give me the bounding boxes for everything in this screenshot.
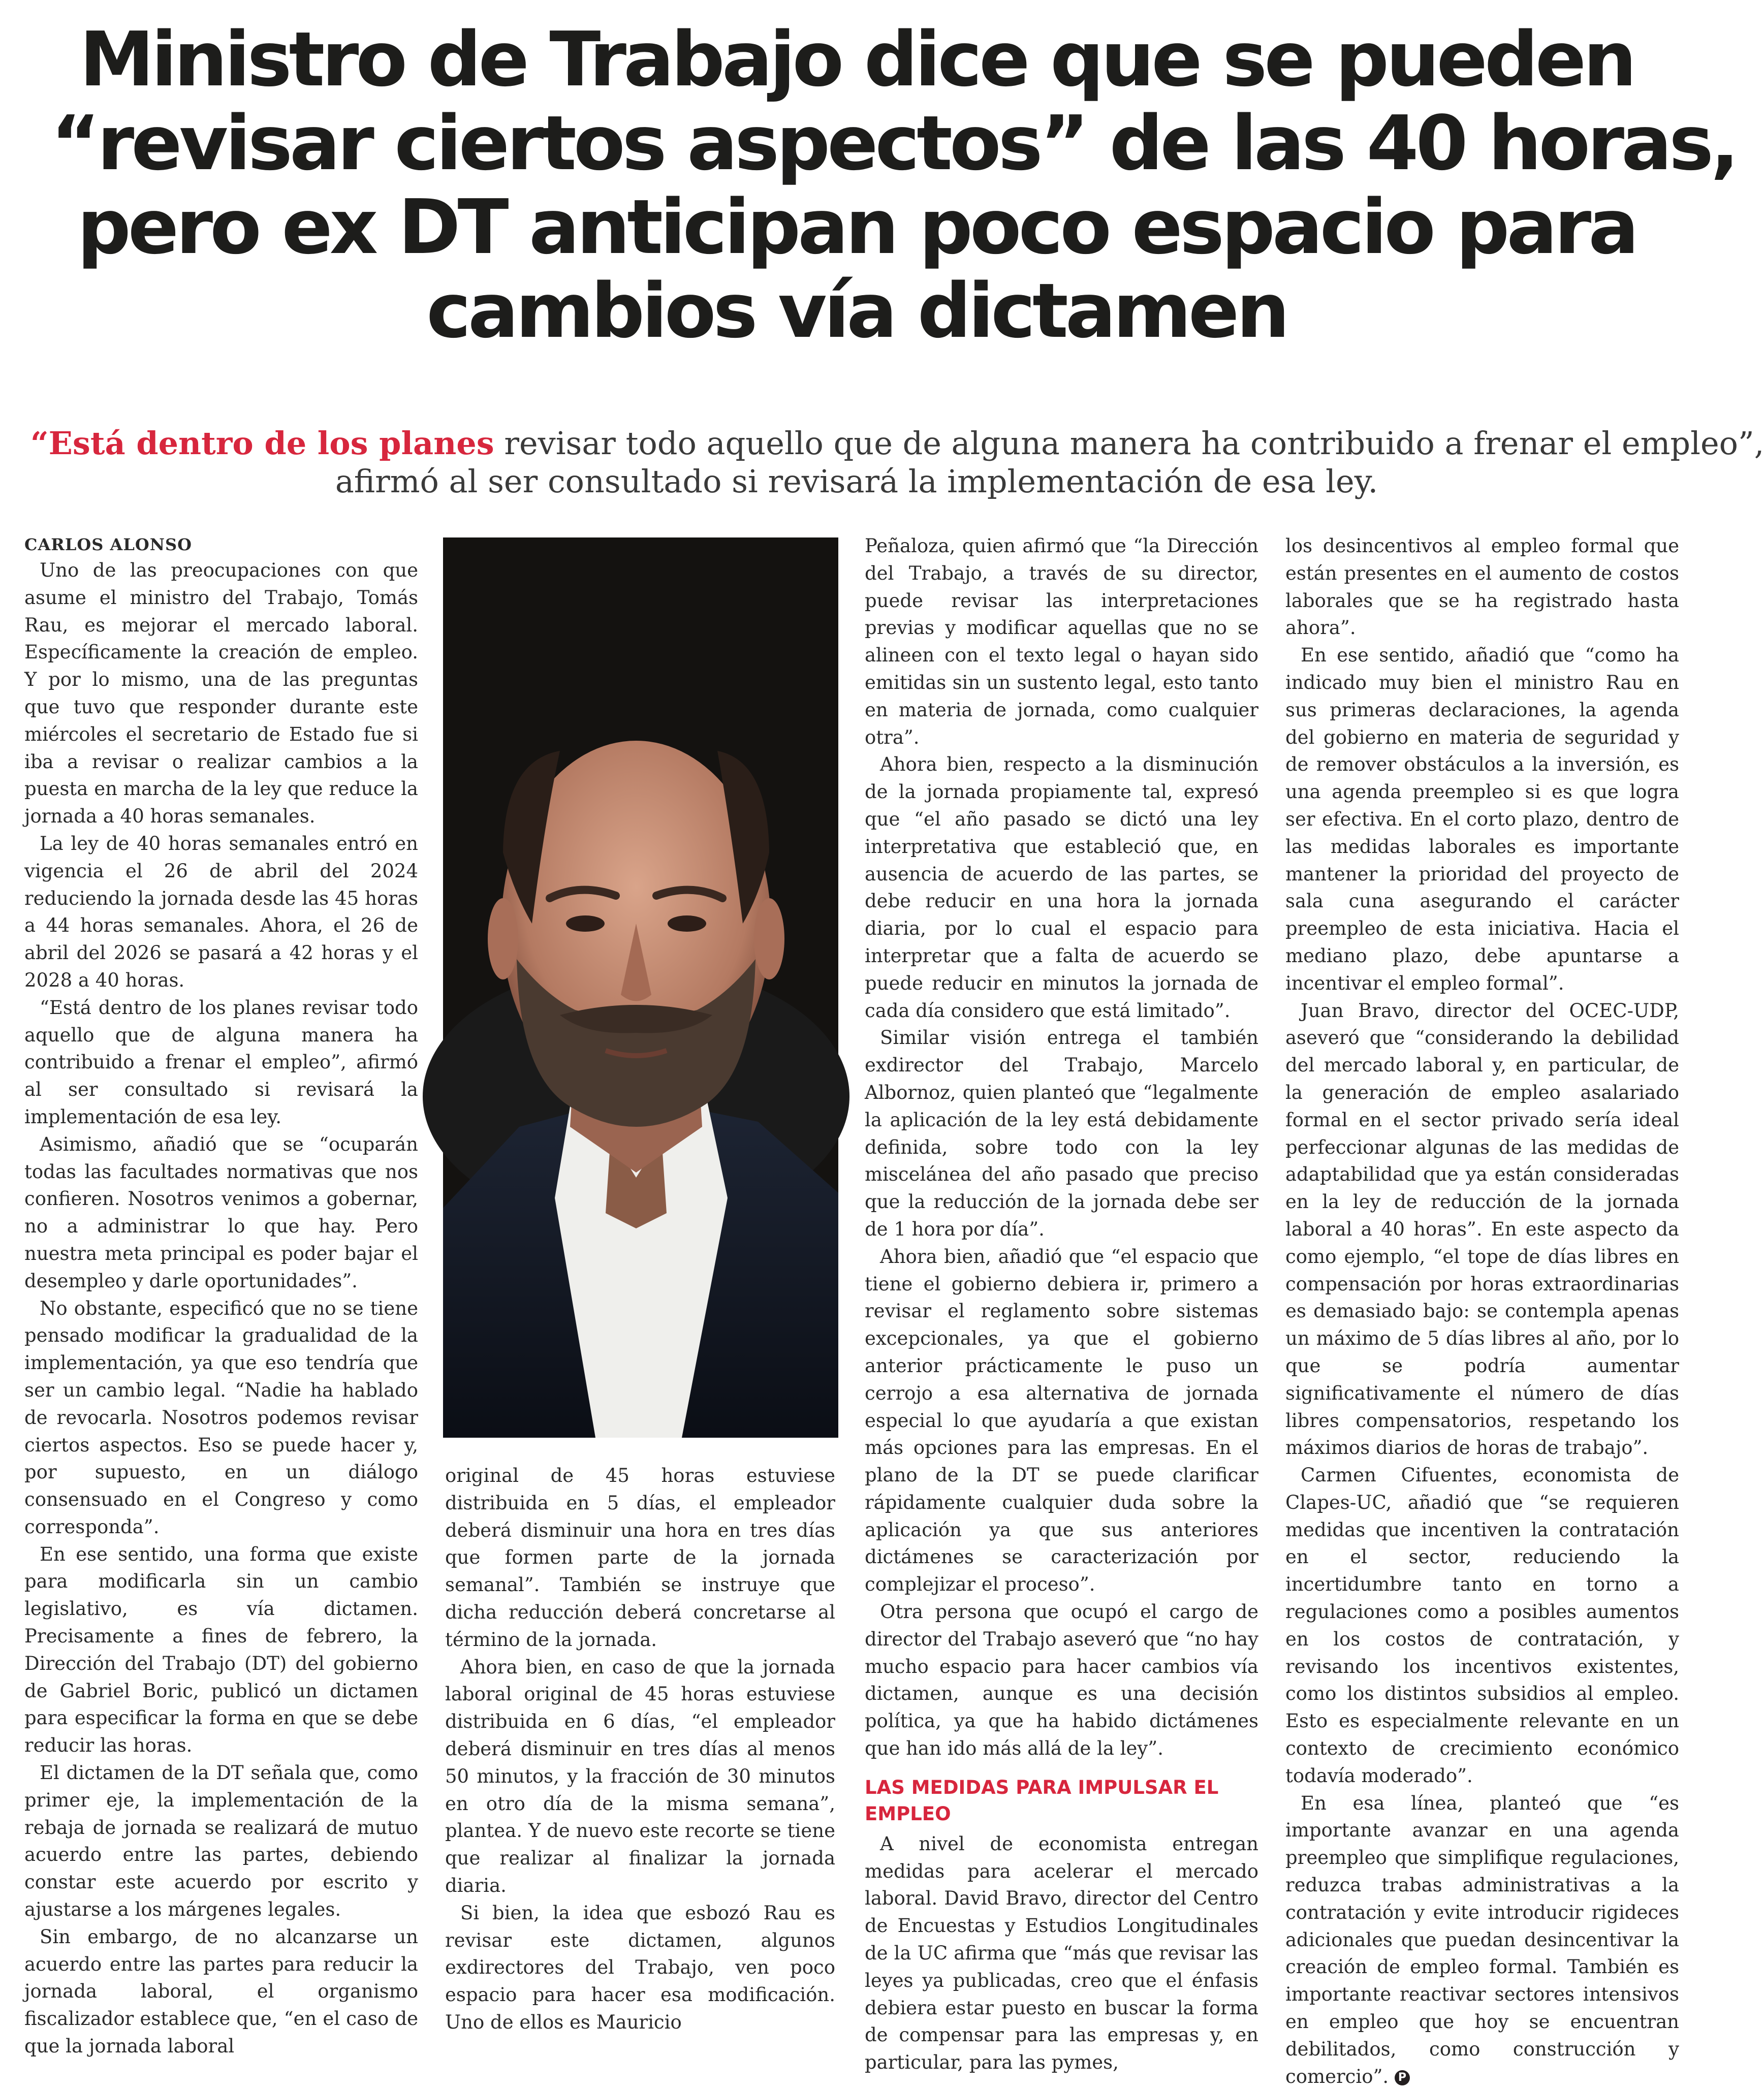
portrait-photo (443, 537, 838, 1438)
paragraph: Uno de las preocupaciones con que asume el ministro del Trabajo, Tomás Rau, es mejorar el mercado laboral. Específicamente la creación de empleo. Y por lo mismo, una de las preguntas que tuvo que responder durante este miércoles el secretario de Estado fue si iba a revisar o realizar cambios a la puesta en marcha de la ley que reduce la jornada a 40 horas semanales. (24, 559, 418, 828)
paragraph: original de 45 horas estuviese distribuida en 5 días, el empleador deberá disminuir una hora en tres días que formen parte de la jornada semanal”. También se instruye que dicha reducción deberá concretarse al término de la jornada. (445, 1465, 835, 1651)
paragraph: Si bien, la idea que esbozó Rau es revisar este dictamen, algunos exdirectores del Trabajo, ven poco espacio para hacer esa modificación. Uno de ellos es Mauricio (445, 1902, 835, 2033)
paragraph: En ese sentido, añadió que “como ha indicado muy bien el ministro Rau en sus primeras declaraciones, la agenda del gobierno en materia de seguridad y de remover obstáculos a la inversión, es una agenda preempleo si es que logra ser efectiva. En el corto plazo, dentro de las medidas laborales es importante mantener la prioridad del proyecto de sala cuna asegurando el carácter preempleo de esta iniciativa. Hacia el mediano plazo, debe apuntarse a incentivar el empleo formal”. (1285, 644, 1679, 994)
article-column-1 (24, 532, 418, 2060)
paragraph: Ahora bien, respecto a la disminución de la jornada propiamente tal, expresó que “el año pasado se dictó una ley interpretativa que estableció que, en ausencia de acuerdo de las partes, se debe reducir en una hora la jornada diaria, por lo cual el espacio para interpretar que a falta de acuerdo se puede reducir en minutos la jornada de cada día considero que está limitado”. (865, 753, 1258, 1022)
byline: CARLOS ALONSO (24, 535, 192, 554)
headline-line-4: cambios vía dictamen (426, 267, 1287, 355)
paragraph: Otra persona que ocupó el cargo de director del Trabajo aseveró que “no hay mucho espacio para hacer cambios vía dictamen, aunque es una decisión política, ya que ha habido dictámenes que han ido más allá de la ley”. (865, 1601, 1258, 1760)
paragraph: Carmen Cifuentes, economista de Clapes-UC, añadió que “se requieren medidas que incentiven la contratación en el sector, reduciendo la incertidumbre tanto en torno a regulaciones como a posibles aumentos en los costos de contratación, y revisando los incentivos existentes, como los distintos subsidios al empleo. Esto es especialmente relevante en un contexto de crecimiento económico todavía moderado”. (1285, 1464, 1679, 1787)
headline-line-1: Ministro de Trabajo dice que se pueden (79, 16, 1634, 103)
paragraph: Ahora bien, en caso de que la jornada laboral original de 45 horas estuviese distribuida en 6 días, “el empleador deberá disminuir en tres días al menos 50 minutos, y la fracción de 30 minutos en otro día de la misma semana”, plantea. Y de nuevo este recorte se tiene que realizar al finalizar la jornada diaria. (445, 1656, 835, 1896)
deck-line-2: afirmó al ser consultado si revisará la implementación de esa ley. (335, 463, 1378, 500)
section-subhead: LAS MEDIDAS PARA IMPULSAR EL EMPLEO (865, 1776, 1219, 1825)
paragraph: Similar visión entrega el también exdirector del Trabajo, Marcelo Albornoz, quien planteó que “legalmente la aplicación de la ley está debidamente definida, sobre todo con la ley miscelánea del año pasado que preciso que la reducción de la jornada debe ser de 1 hora por día”. (865, 1027, 1258, 1240)
deck-rest: revisar todo aquello que de alguna manera ha contribuido a frenar el empleo”, (494, 425, 1764, 462)
paragraph: Asimismo, añadió que se “ocuparán todas las facultades normativas que nos confieren. Nosotros venimos a gobernar, no a administrar lo que hay. Pero nuestra meta principal es poder bajar el desempleo y darle oportunidades”. (24, 1133, 418, 1292)
paragraph: No obstante, especificó que no se tiene pensado modificar la gradualidad de la implementación, ya que eso tendría que ser un cambio legal. “Nadie ha hablado de revocarla. Nosotros podemos revisar ciertos aspectos. Eso se puede hacer y, por supuesto, en un diálogo consensuado en el Congreso y como corresponda”. (24, 1297, 418, 1538)
paragraph: El dictamen de la DT señala que, como primer eje, la implementación de la rebaja de jornada se realizará de mutuo acuerdo entre las partes, debiendo constar este acuerdo por escrito y ajustarse a los márgenes legales. (24, 1762, 418, 1921)
end-mark-logo: P (1395, 2070, 1410, 2085)
portrait-illustration (443, 537, 838, 1438)
paragraph: los desincentivos al empleo formal que están presentes en el aumento de costos laborales que se ha registrado hasta ahora”. (1285, 535, 1679, 639)
article-column-4 (1285, 532, 1679, 2090)
headline-line-3: pero ex DT anticipan poco espacio para (77, 183, 1636, 271)
paragraph: Juan Bravo, director del OCEC-UDP, aseveró que “considerando la debilidad del mercado laboral y, en particular, de la generación de empleo asalariado formal en el sector privado sería ideal perfeccionar algunas de las medidas de adaptabilidad que ya están consideradas en la ley de reducción de la jornada laboral a 40 horas”. En este aspecto da como ejemplo, “el tope de días libres en compensación por horas extraordinarias es demasiado bajo: se contempla apenas un máximo de 5 días libres al año, por lo que se podría aumentar significativamente el número de días libres compensatorios, respetando los máximos diarios de horas de trabajo”. (1285, 999, 1679, 1459)
deck-subtitle (30, 424, 1764, 500)
paragraph (1285, 1790, 1679, 2090)
deck-line-1 (30, 424, 1764, 462)
paragraph: “Está dentro de los planes revisar todo aquello que de alguna manera ha contribuido a frenar el empleo”, afirmó al ser consultado si revisará la implementación de esa ley. (24, 996, 418, 1128)
paragraph: A nivel de economista entregan medidas para acelerar el mercado laboral. David Bravo, director del Centro de Encuestas y Estudios Longitudinales de la UC afirma que “más que revisar las leyes ya publicadas, creo que el énfasis debiera estar puesto en buscar la forma de compensar para las empresas y, en particular, para las pymes, (865, 1832, 1258, 2074)
paragraph: En ese sentido, una forma que existe para modificarla sin un cambio legislativo, es vía dictamen. Precisamente a fines de febrero, la Dirección del Trabajo (DT) del gobierno de Gabriel Boric, publicó un dictamen para especificar la forma en que se debe reducir las horas. (24, 1543, 418, 1757)
headline-line-2: “revisar ciertos aspectos” de las 40 horas, (51, 100, 1737, 187)
paragraph: Sin embargo, de no alcanzarse un acuerdo entre las partes para reducir la jornada laboral, el organismo fiscalizador establece que, “en el caso de que la jornada laboral (24, 1925, 418, 2057)
article-column-3 (865, 532, 1258, 2076)
headline (51, 16, 1737, 355)
paragraph: Peñaloza, quien afirmó que “la Dirección del Trabajo, a través de su director, puede revisar las interpretaciones previas y modificar aquellas que no se alineen con el texto legal o hayan sido emitidas sin un sustento legal, esto tanto en materia de jornada, como cualquier otra”. (865, 535, 1258, 748)
paragraph-text: En esa línea, planteó que “es importante avanzar en una agenda preempleo que simplifique regulaciones, reduzca trabas administrativas a la contratación y evite introducir rigideces adicionales que puedan desincentivar la creación de empleo formal. También es importante reactivar sectores intensivos en empleo que hoy se encuentran debilitados, como construcción y comercio”. (1285, 1792, 1679, 2087)
article-column-2 (445, 1462, 835, 2036)
paragraph: Ahora bien, añadió que “el espacio que tiene el gobierno debiera ir, primero a revisar el reglamento sobre sistemas excepcionales, ya que el gobierno anterior prácticamente le puso un cerrojo a esa alternativa de jornada especial lo que ayudaría a que existan más opciones para las empresas. En el plano de la DT se puede clarificar rápidamente cualquier duda sobre la aplicación ya que sus anteriores dictámenes se caracterización por complejizar el proceso”. (865, 1245, 1258, 1596)
deck-lead-quote: “Está dentro de los planes (30, 425, 494, 462)
paragraph: La ley de 40 horas semanales entró en vigencia el 26 de abril del 2024 reduciendo la jornada desde las 45 horas a 44 horas semanales. Ahora, el 26 de abril del 2026 se pasará a 42 horas y el 2028 a 40 horas. (24, 832, 418, 991)
